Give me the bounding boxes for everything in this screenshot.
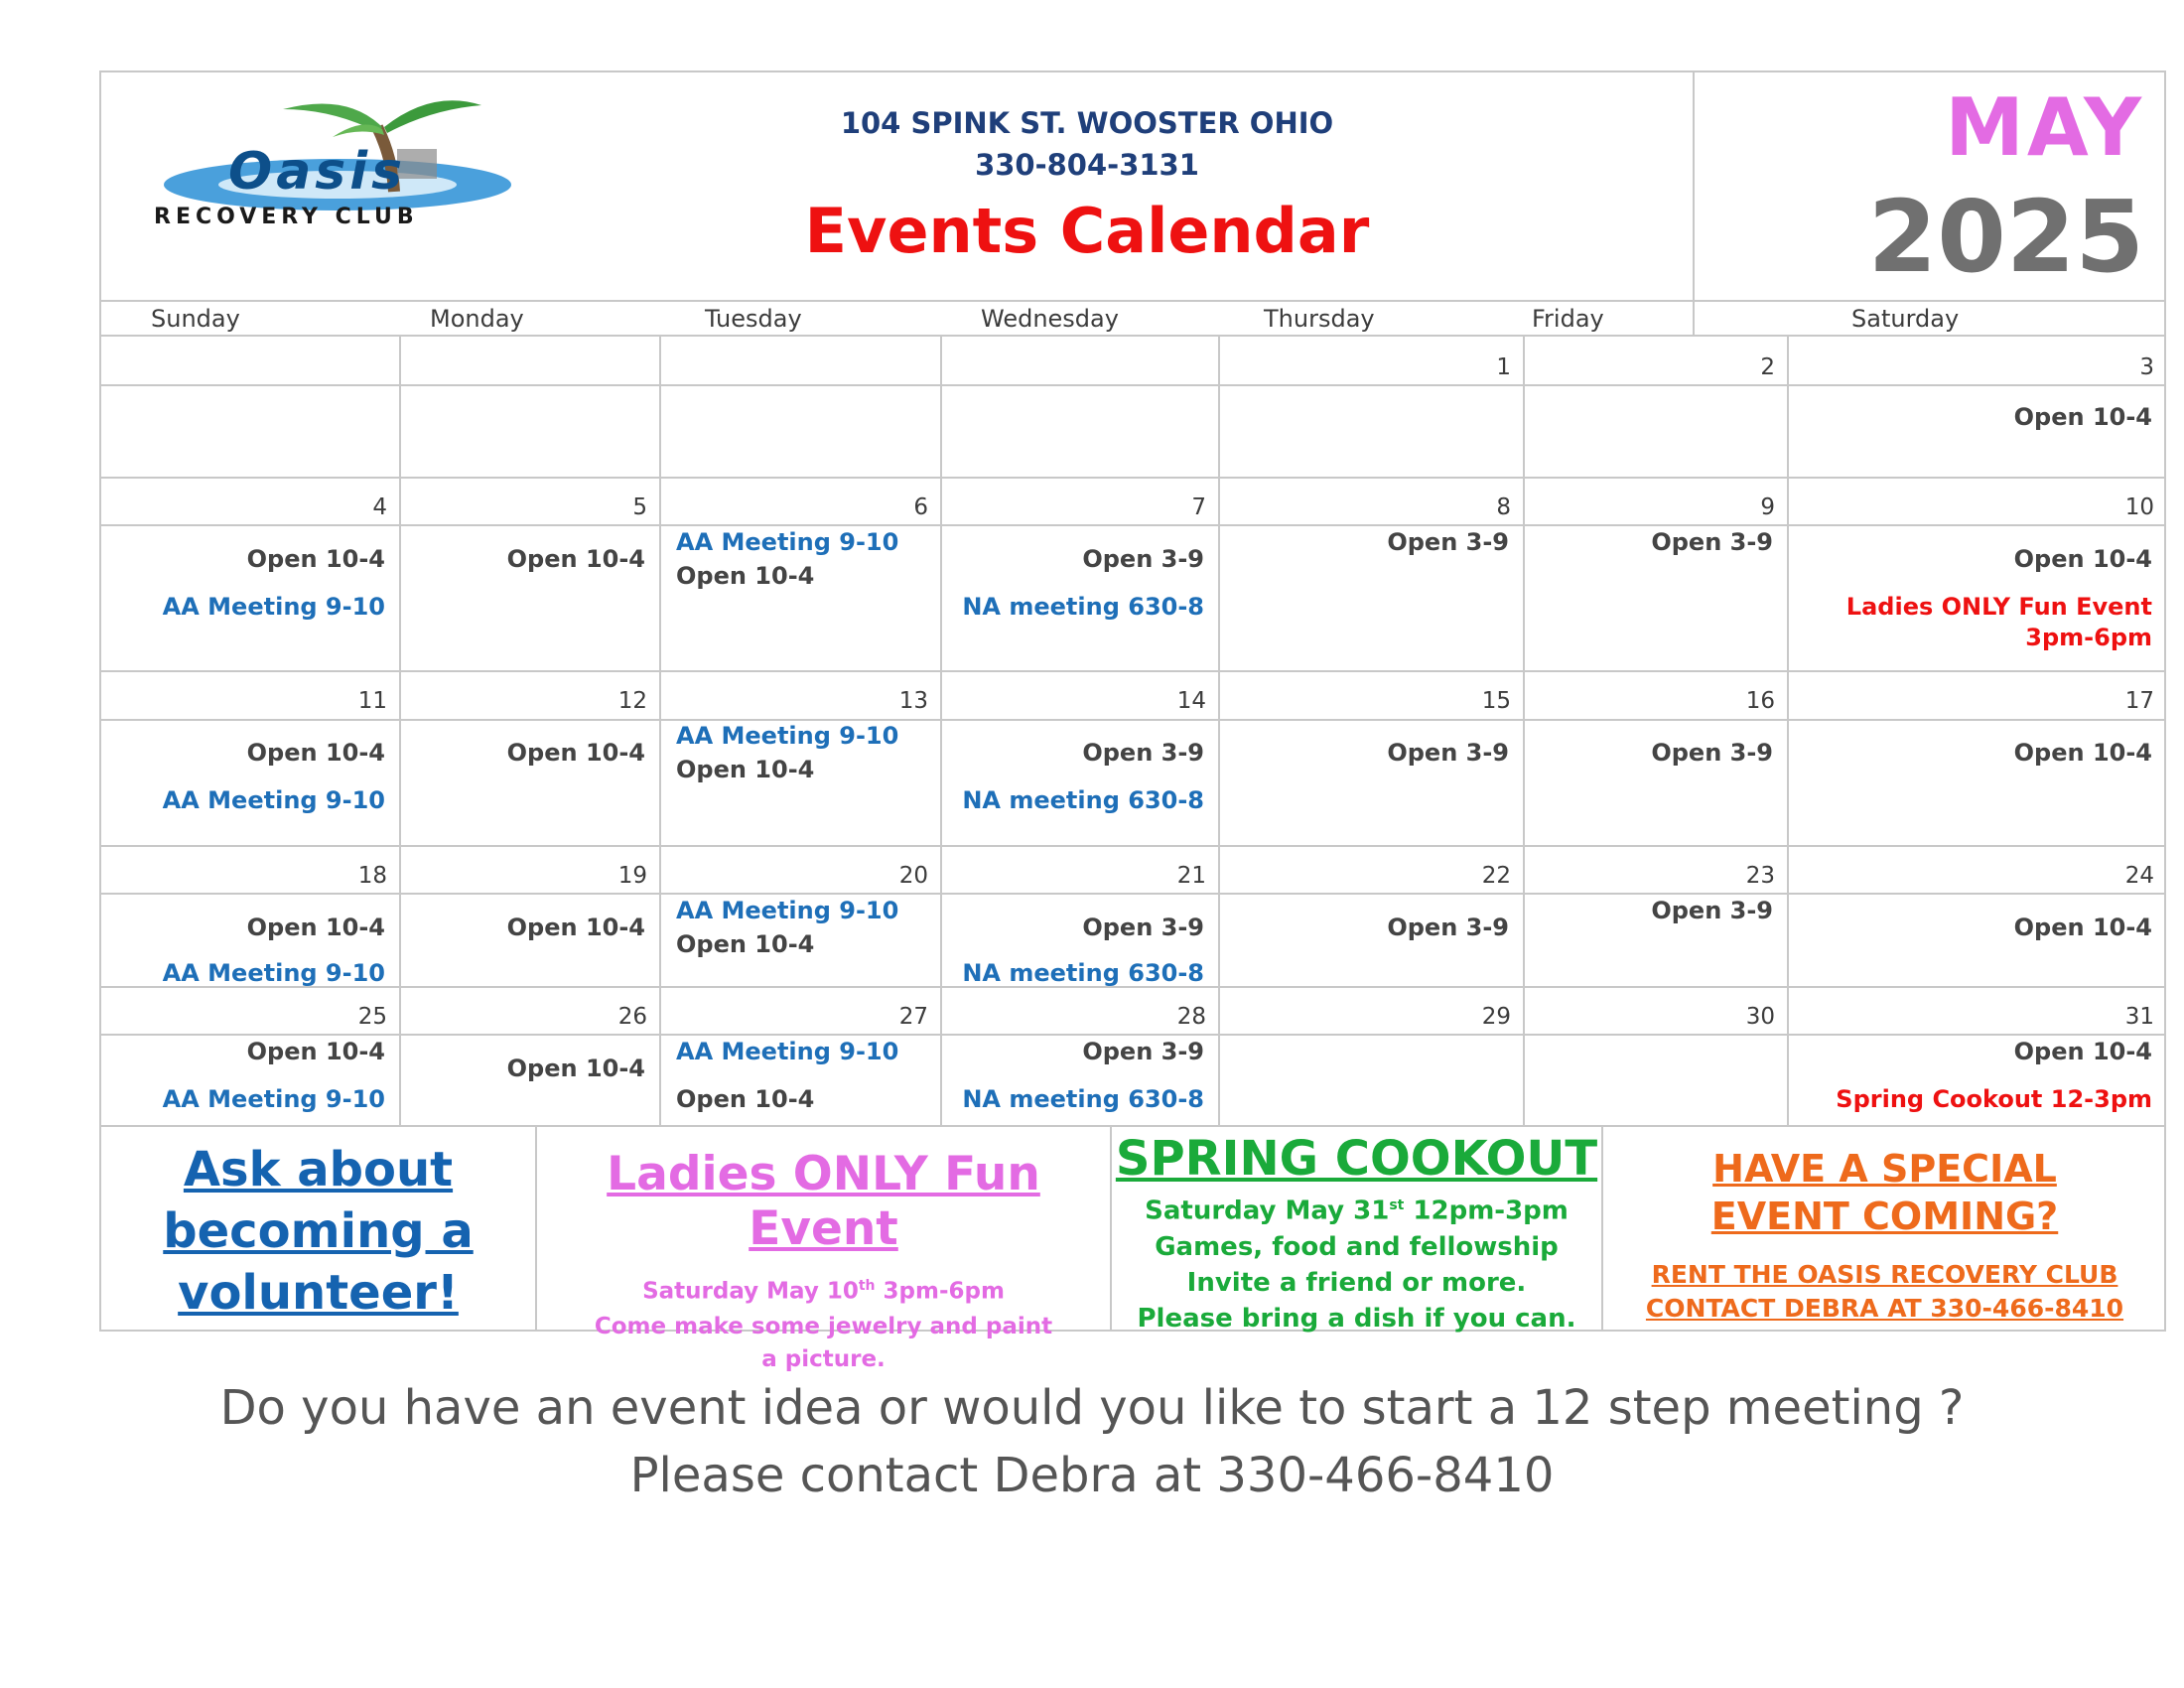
- day-cell-7[interactable]: [942, 479, 1218, 670]
- event-aa-meeting: AA Meeting 9-10: [676, 897, 899, 924]
- day-number: 29: [1481, 1004, 1511, 1030]
- event-open: Open 10-4: [676, 1085, 815, 1113]
- event-open: Open 10-4: [2013, 545, 2152, 573]
- header-bottom-line: [99, 300, 2166, 302]
- day-number: 5: [632, 494, 647, 520]
- cookout-date-text: Saturday May 31: [1145, 1196, 1390, 1226]
- day-cell-4[interactable]: [99, 479, 399, 670]
- event-open: Open 10-4: [2013, 403, 2152, 431]
- footer-question: Do you have an event idea or would you like to start a 12 step meeting ?: [219, 1380, 1965, 1436]
- day-cell-21[interactable]: [942, 847, 1218, 986]
- club-address: 104 SPINK ST. WOOSTER OHIO: [840, 106, 1334, 140]
- day-cell-30[interactable]: [1525, 988, 1787, 1125]
- rent-club-link[interactable]: RENT THE OASIS RECOVERY CLUB: [1651, 1260, 2118, 1289]
- event-open: Open 10-4: [506, 1055, 645, 1082]
- day-cell-26[interactable]: [401, 988, 659, 1125]
- day-cell-9[interactable]: [1525, 479, 1787, 670]
- day-cell-3[interactable]: [1789, 337, 2166, 477]
- dow-thursday: Thursday: [1264, 305, 1375, 333]
- day-number: 22: [1481, 863, 1511, 889]
- day-cell-15[interactable]: [1220, 672, 1523, 845]
- club-address-block: [774, 102, 1400, 186]
- ladies-event-box: [537, 1125, 1110, 1372]
- dow-sunday: Sunday: [151, 305, 240, 333]
- event-open: Open 3-9: [1082, 545, 1204, 573]
- day-cell-6[interactable]: [661, 479, 940, 670]
- day-number: 6: [913, 494, 928, 520]
- day-cell-10[interactable]: [1789, 479, 2166, 670]
- spring-cookout-date: [1112, 1189, 1601, 1228]
- day-number: 23: [1745, 863, 1775, 889]
- event-open: Open 3-9: [1082, 914, 1204, 941]
- event-open: Open 10-4: [676, 562, 815, 590]
- month-label: MAY: [1945, 81, 2144, 174]
- event-open: Open 10-4: [246, 545, 385, 573]
- event-ladies-only: Ladies ONLY Fun Event: [1845, 593, 2152, 621]
- day-number: 1: [1496, 354, 1511, 380]
- day-number: 4: [372, 494, 387, 520]
- day-number: 20: [898, 863, 928, 889]
- day-cell-28[interactable]: [942, 988, 1218, 1125]
- day-number: 25: [357, 1004, 387, 1030]
- day-cell-12[interactable]: [401, 672, 659, 845]
- spring-cookout-line4: Please bring a dish if you can.: [1137, 1303, 1576, 1334]
- event-open: Open 3-9: [1651, 528, 1773, 556]
- day-number: 31: [2124, 1004, 2154, 1030]
- event-aa-meeting: AA Meeting 9-10: [676, 1038, 899, 1065]
- event-open: Open 10-4: [506, 545, 645, 573]
- spring-cookout-line2: Games, food and fellowship: [1155, 1231, 1559, 1262]
- event-na-meeting: NA meeting 630-8: [962, 959, 1204, 987]
- volunteer-box: [101, 1125, 535, 1330]
- event-open: Open 10-4: [506, 739, 645, 767]
- logo-name: Oasis: [228, 142, 407, 202]
- day-number: 3: [2139, 354, 2154, 380]
- oasis-logo: [134, 87, 546, 236]
- ladies-event-desc: Come make some jewelry and paint a picture.: [594, 1313, 1053, 1372]
- special-event-title[interactable]: HAVE A SPECIAL EVENT COMING?: [1710, 1147, 2059, 1238]
- day-cell-16[interactable]: [1525, 672, 1787, 845]
- event-open: Open 10-4: [676, 756, 815, 783]
- event-na-meeting: NA meeting 630-8: [962, 786, 1204, 814]
- day-cell-17[interactable]: [1789, 672, 2166, 845]
- event-open: Open 10-4: [676, 930, 815, 958]
- day-number: 21: [1176, 863, 1206, 889]
- special-event-box: [1603, 1125, 2166, 1330]
- event-open: Open 3-9: [1387, 528, 1509, 556]
- day-number: 28: [1176, 1004, 1206, 1030]
- day-cell-13[interactable]: [661, 672, 940, 845]
- event-open: Open 3-9: [1082, 1038, 1204, 1065]
- ladies-event-title[interactable]: Ladies ONLY Fun Event: [607, 1147, 1040, 1256]
- event-open: Open 3-9: [1387, 739, 1509, 767]
- event-aa-meeting: AA Meeting 9-10: [676, 722, 899, 750]
- day-cell-18[interactable]: [99, 847, 399, 986]
- dow-tuesday: Tuesday: [705, 305, 802, 333]
- event-open: Open 3-9: [1387, 914, 1509, 941]
- dow-saturday: Saturday: [1851, 305, 1960, 333]
- spring-cookout-box: [1112, 1125, 1601, 1334]
- day-number: 13: [898, 688, 928, 714]
- dow-monday: Monday: [430, 305, 524, 333]
- day-number: 11: [357, 688, 387, 714]
- event-aa-meeting: AA Meeting 9-10: [676, 528, 899, 556]
- day-number: 2: [1760, 354, 1775, 380]
- day-cell-27[interactable]: [661, 988, 940, 1125]
- day-cell-2[interactable]: [1525, 337, 1787, 477]
- footer-contact: Please contact Debra at 330-466-8410: [629, 1448, 1555, 1503]
- ladies-date-text: Saturday May 10: [642, 1278, 859, 1305]
- event-open: Open 3-9: [1651, 739, 1773, 767]
- header-divider: [1693, 70, 1695, 337]
- day-cell-22[interactable]: [1220, 847, 1523, 986]
- event-open: Open 10-4: [246, 739, 385, 767]
- day-cell-25[interactable]: [99, 988, 399, 1125]
- day-number: 26: [617, 1004, 647, 1030]
- day-cell-20[interactable]: [661, 847, 940, 986]
- dow-friday: Friday: [1532, 305, 1604, 333]
- event-open: Open 3-9: [1651, 897, 1773, 924]
- day-cell-1[interactable]: [1220, 337, 1523, 477]
- day-cell-8[interactable]: [1220, 479, 1523, 670]
- ladies-date-suffix: th: [858, 1278, 876, 1294]
- event-aa-meeting: AA Meeting 9-10: [162, 1085, 385, 1113]
- day-cell-31[interactable]: [1789, 988, 2166, 1125]
- day-number: 24: [2124, 863, 2154, 889]
- day-number: 19: [617, 863, 647, 889]
- day-cell-29[interactable]: [1220, 988, 1523, 1125]
- volunteer-link[interactable]: Ask about becoming a volunteer!: [163, 1142, 474, 1321]
- year-label: 2025: [1867, 179, 2144, 295]
- day-cell-5[interactable]: [401, 479, 659, 670]
- event-open: Open 10-4: [506, 914, 645, 941]
- day-cell-14[interactable]: [942, 672, 1218, 845]
- page-title: Events Calendar: [804, 195, 1370, 267]
- event-aa-meeting: AA Meeting 9-10: [162, 786, 385, 814]
- event-aa-meeting: AA Meeting 9-10: [162, 593, 385, 621]
- event-open: Open 10-4: [246, 914, 385, 941]
- cookout-time-text: 12pm-3pm: [1404, 1196, 1569, 1226]
- contact-debra-link[interactable]: CONTACT DEBRA AT 330-466-8410: [1645, 1294, 2124, 1323]
- day-number: 8: [1496, 494, 1511, 520]
- day-number: 17: [2124, 688, 2154, 714]
- club-phone: 330-804-3131: [975, 148, 1199, 182]
- day-cell-11[interactable]: [99, 672, 399, 845]
- day-number: 27: [898, 1004, 928, 1030]
- event-spring-cookout: Spring Cookout 12-3pm: [1836, 1085, 2152, 1113]
- event-open: Open 10-4: [2013, 739, 2152, 767]
- event-open: Open 10-4: [246, 1038, 385, 1065]
- day-number: 9: [1760, 494, 1775, 520]
- day-number: 30: [1745, 1004, 1775, 1030]
- ladies-time-text: 3pm-6pm: [875, 1278, 1005, 1305]
- event-ladies-time: 3pm-6pm: [2025, 624, 2152, 651]
- event-open: Open 3-9: [1082, 739, 1204, 767]
- day-number: 10: [2124, 494, 2154, 520]
- event-open: Open 10-4: [2013, 914, 2152, 941]
- event-aa-meeting: AA Meeting 9-10: [162, 959, 385, 987]
- day-number: 14: [1176, 688, 1206, 714]
- day-number: 7: [1191, 494, 1206, 520]
- ladies-event-date: [537, 1270, 1110, 1309]
- day-cell-19[interactable]: [401, 847, 659, 986]
- cookout-date-suffix: st: [1389, 1197, 1405, 1213]
- day-cell-23[interactable]: [1525, 847, 1787, 986]
- spring-cookout-title[interactable]: SPRING COOKOUT: [1115, 1131, 1598, 1187]
- event-open: Open 10-4: [2013, 1038, 2152, 1065]
- day-number: 15: [1481, 688, 1511, 714]
- day-cell-24[interactable]: [1789, 847, 2166, 986]
- event-na-meeting: NA meeting 630-8: [962, 1085, 1204, 1113]
- day-number: 18: [357, 863, 387, 889]
- dow-wednesday: Wednesday: [981, 305, 1119, 333]
- logo-tagline: RECOVERY CLUB: [154, 205, 419, 229]
- event-na-meeting: NA meeting 630-8: [962, 593, 1204, 621]
- day-number: 12: [617, 688, 647, 714]
- day-number: 16: [1745, 688, 1775, 714]
- spring-cookout-line3: Invite a friend or more.: [1186, 1267, 1527, 1298]
